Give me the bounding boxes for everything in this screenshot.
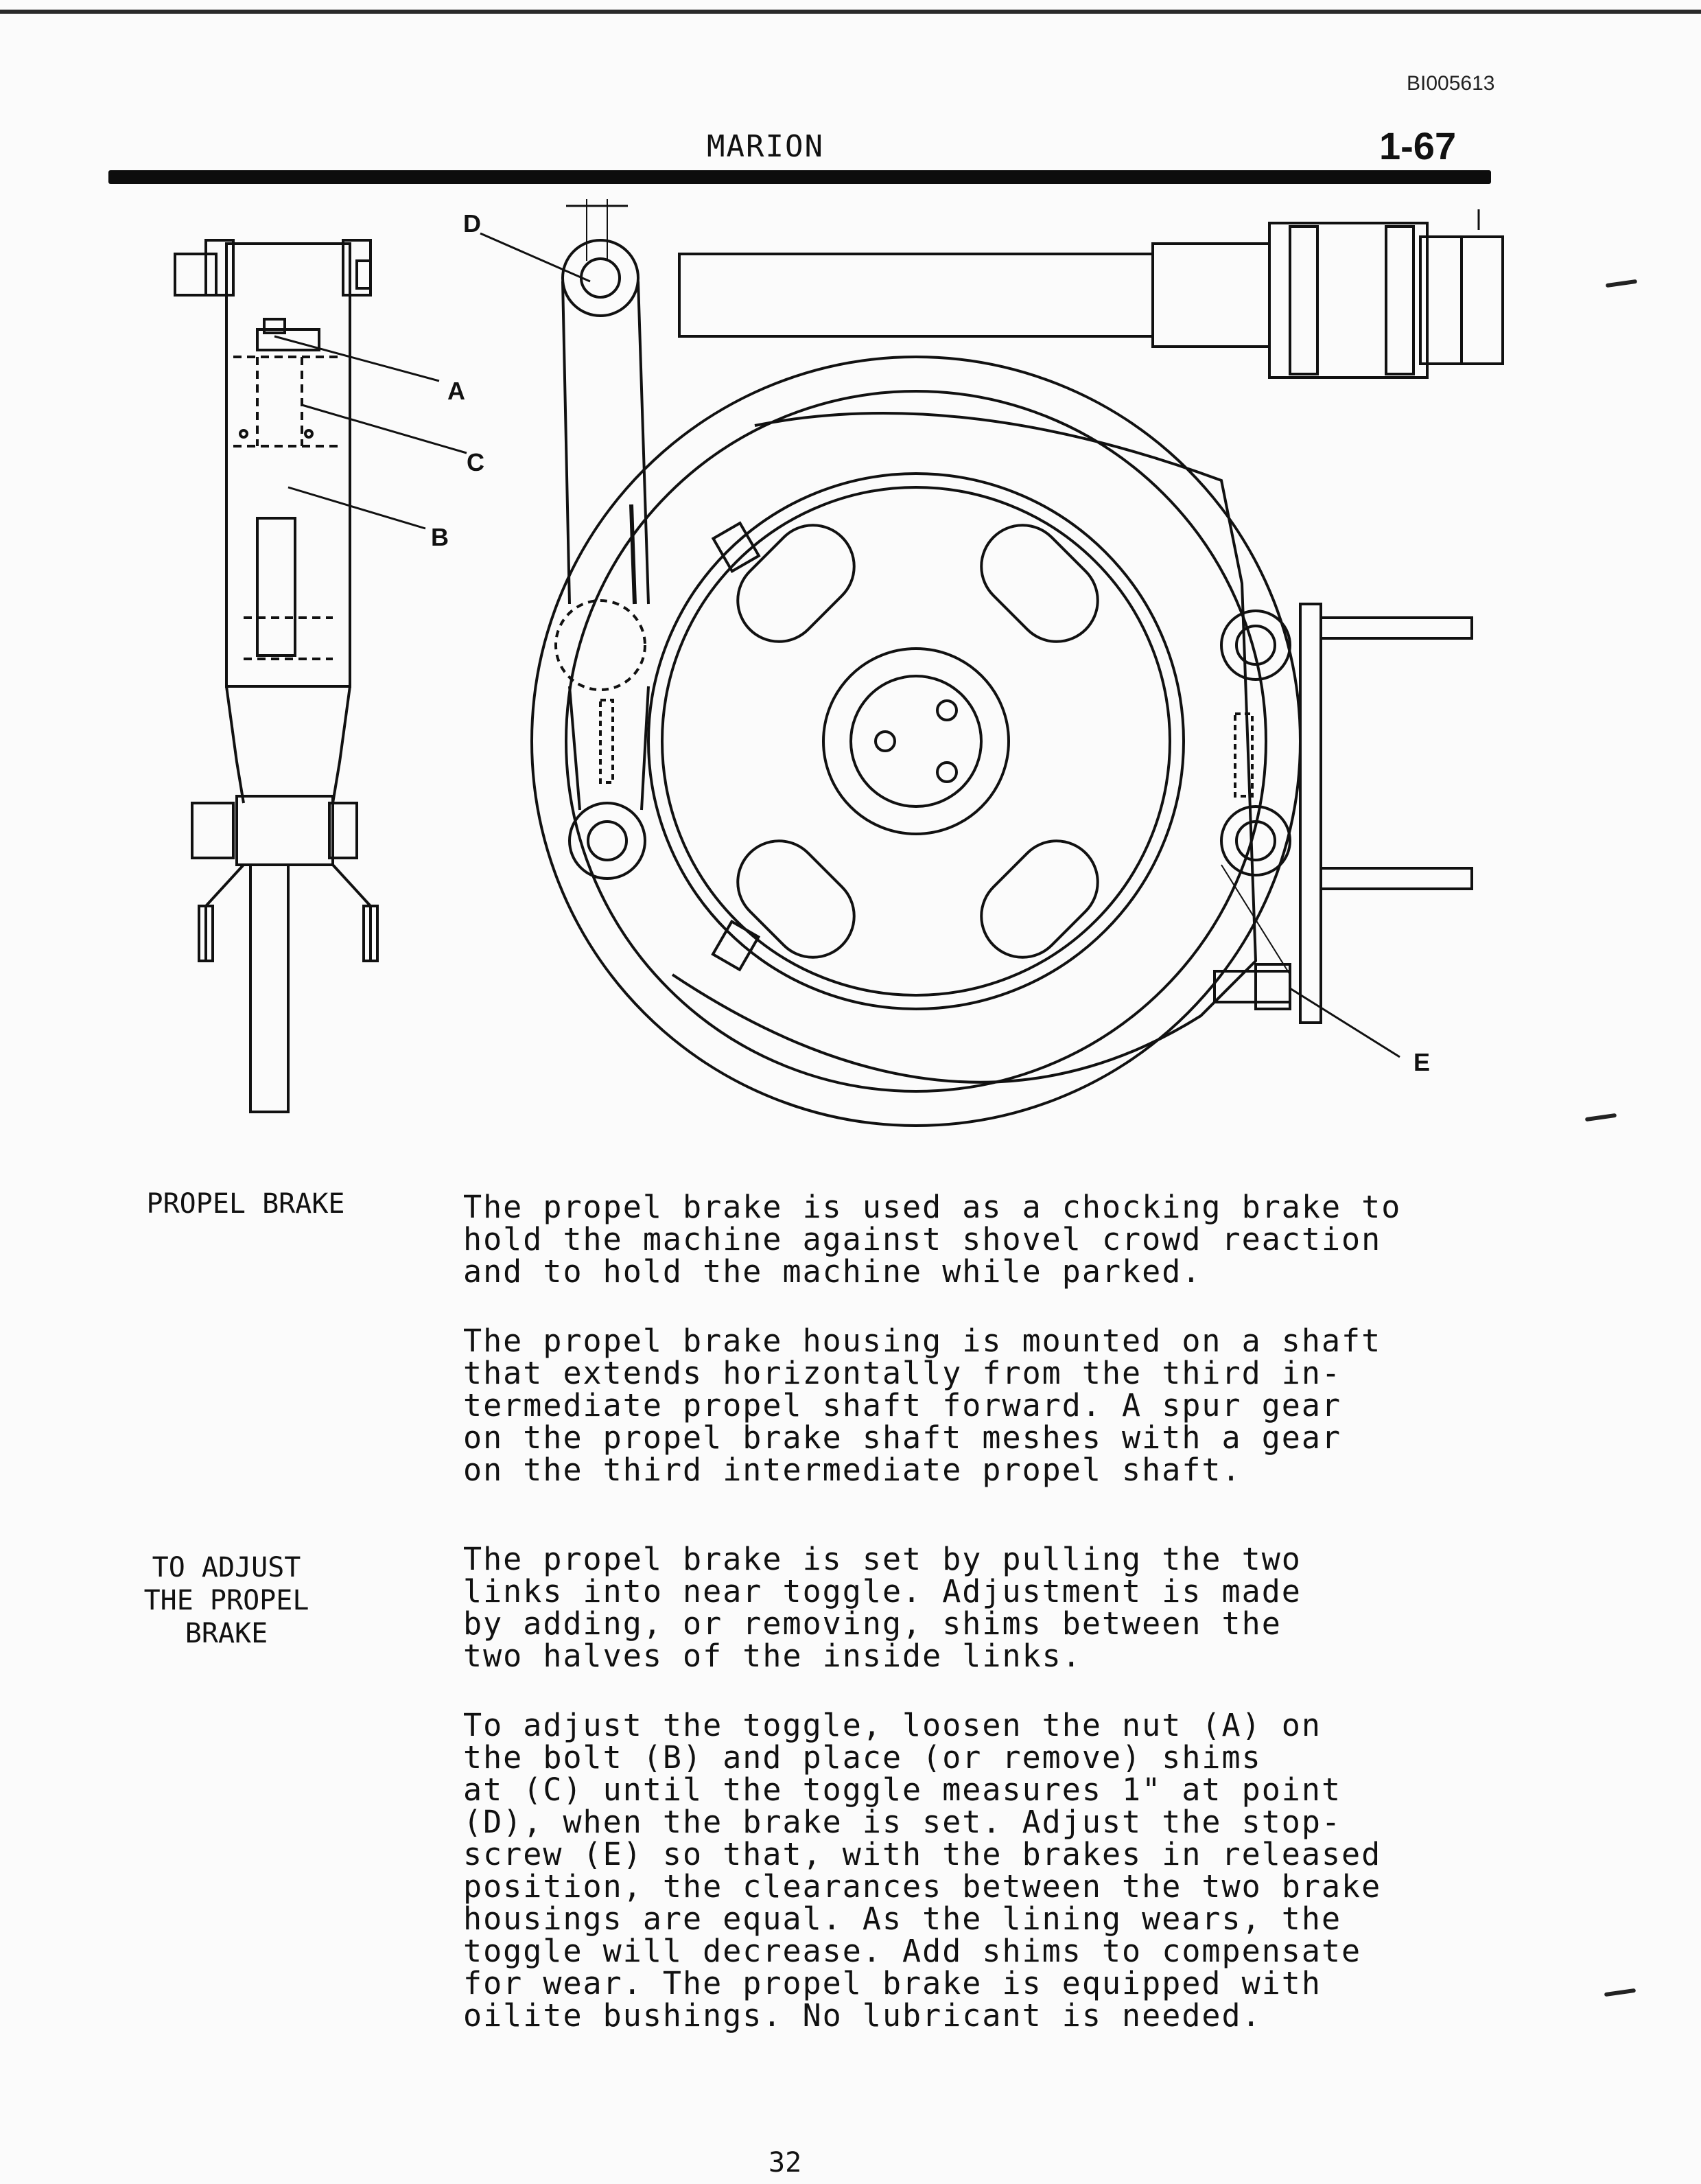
- label-c: C: [467, 448, 484, 476]
- propel-brake-diagram: [137, 196, 1523, 1157]
- paragraph: The propel brake housing is mounted on a shaft that extends horizontally from the third in- termediate propel shaft forward. A spur gear on the propel brake shaft meshes with a gear on the third intermediate propel shaft.: [463, 1323, 1382, 1488]
- footer-page-number: 32: [769, 2147, 802, 2179]
- page-number: 1-67: [1379, 124, 1457, 167]
- margin-mark: [1606, 279, 1637, 288]
- margin-mark: [1604, 1988, 1636, 1997]
- margin-mark: [1585, 1113, 1617, 1122]
- label-e: E: [1413, 1048, 1431, 1076]
- top-border-line: [0, 10, 1701, 14]
- section-heading-adjust: TO ADJUST THE PROPEL BRAKE: [143, 1552, 309, 1649]
- section-heading-propel-brake: PROPEL BRAKE: [146, 1188, 345, 1220]
- header-rule: [108, 170, 1491, 184]
- paragraph: The propel brake is set by pulling the two links into near toggle. Adjustment is made by adding, or removing, shims between the two halves of the inside links.: [463, 1541, 1302, 1674]
- header-title: MARION: [707, 129, 824, 164]
- paragraph: To adjust the toggle, loosen the nut (A) on the bolt (B) and place (or remove) shims at (C) until the toggle measures 1" at point (D), when the brake is set. Adjust the stop- screw (E) so that, with the brakes in released position, the clearances between the two brake housings are equal. As the lining wears, the toggle will decrease. Add shims to compensate for wear. The propel brake is equipped with oilite bushings. No lubricant is needed.: [463, 1707, 1382, 2034]
- link-side-view: [175, 240, 377, 1112]
- label-a: A: [447, 377, 465, 405]
- label-b: B: [431, 523, 449, 551]
- label-d: D: [463, 209, 481, 237]
- paragraph: The propel brake is used as a chocking brake to hold the machine against shovel crowd reaction and to hold the machine while parked.: [463, 1189, 1402, 1290]
- document-id: BI005613: [1407, 72, 1495, 95]
